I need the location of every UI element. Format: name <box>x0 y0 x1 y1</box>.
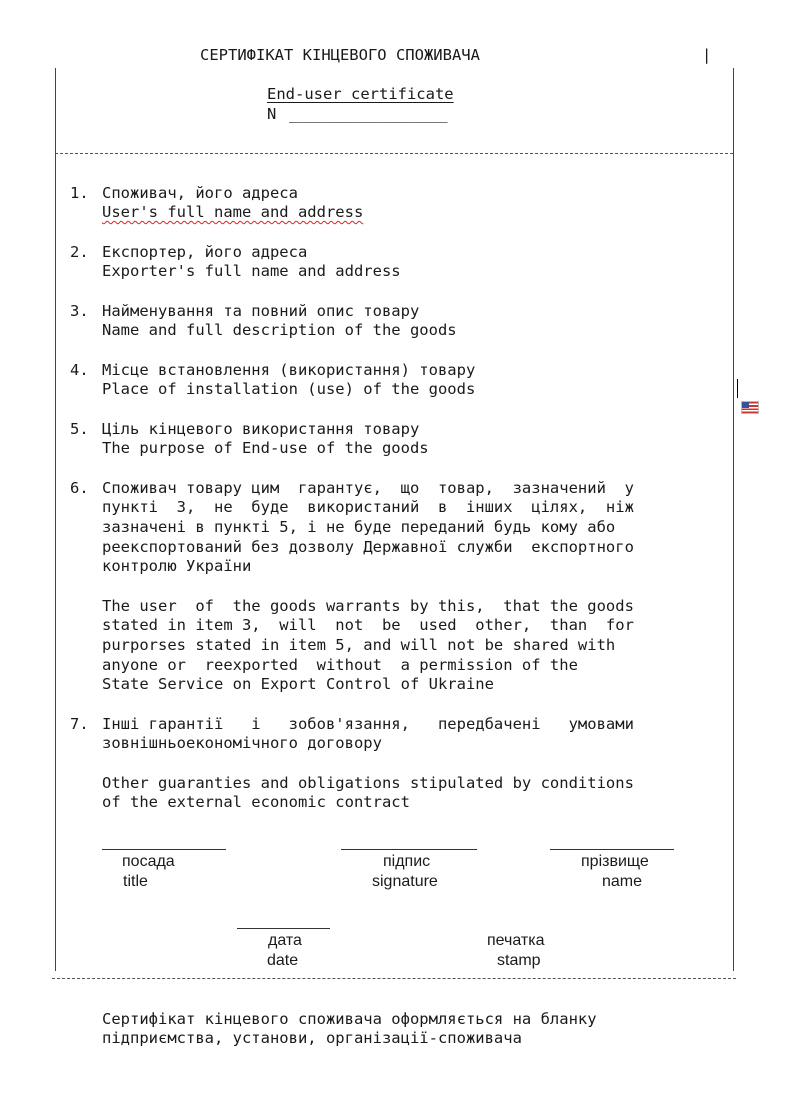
item-label-uk: Найменування та повний опис товару <box>102 302 420 320</box>
title-caption-en: title <box>123 873 148 890</box>
other-guarantees-uk-line: зовнішньоекономічного договору <box>102 734 382 752</box>
guarantee-text-en-line: The user of the goods warrants by this, that the goods <box>102 597 634 615</box>
other-guarantees-en-line: of the external economic contract <box>102 793 410 811</box>
certificate-number-label: N <box>267 105 277 123</box>
item-number: 6. <box>70 479 89 497</box>
stamp-caption-en: stamp <box>497 952 541 969</box>
title-signature-line <box>102 849 226 850</box>
name-signature-line <box>550 849 674 850</box>
item-number: 4. <box>70 361 89 379</box>
frame-left-border <box>55 68 56 971</box>
guarantee-text-uk-line: зазначені в пункті 5, і не буде переданий будь кому або <box>102 518 616 536</box>
item-number: 2. <box>70 243 89 261</box>
guarantee-text-en-line: stated in item 3, will not be used other, than for <box>102 616 634 634</box>
date-caption-en: date <box>267 952 299 969</box>
item-label-en: Name and full description of the goods <box>102 321 457 339</box>
header-right-pipe: | <box>702 46 712 64</box>
item-label-uk: Споживач, його адреса <box>102 184 298 202</box>
item-number: 3. <box>70 302 89 320</box>
name-caption-en: name <box>602 873 643 890</box>
item-number: 7. <box>70 715 89 733</box>
item-label-uk: Місце встановлення (використання) товару <box>102 361 476 379</box>
guarantee-text-uk-line: реекспортований без дозволу Державної служби експортного <box>102 538 634 556</box>
header-separator <box>55 153 733 154</box>
signature-line <box>341 849 477 850</box>
guarantee-text-en-line: State Service on Export Control of Ukraine <box>102 675 494 693</box>
name-caption-uk: прізвище <box>581 853 649 870</box>
item-label-en: Exporter's full name and address <box>102 262 401 280</box>
signature-caption-en: signature <box>372 873 438 890</box>
item-label-en: Place of installation (use) of the goods <box>102 380 476 398</box>
guarantee-text-en-line: anyone or reexported without a permission of the <box>102 656 578 674</box>
footer-note-line: підприємства, установи, організації-споживача <box>102 1029 522 1047</box>
item-label-uk: Експортер, його адреса <box>102 243 308 261</box>
frame-right-border <box>733 68 734 971</box>
certificate-number-blank: _________________ <box>289 105 448 123</box>
us-flag-icon[interactable] <box>741 401 759 414</box>
stamp-caption-uk: печатка <box>487 932 545 949</box>
guarantee-text-uk-line: контролю України <box>102 557 252 575</box>
text-caret-icon <box>737 379 738 398</box>
item-label-en: User's full name and address <box>102 203 364 221</box>
footer-note-line: Сертифікат кінцевого споживача оформляється на бланку <box>102 1010 597 1028</box>
title-caption-uk: посада <box>122 853 175 870</box>
guarantee-text-uk-line: пункті 3, не буде використаний в інших цілях, ніж <box>102 498 634 516</box>
guarantee-text-uk-line: Споживач товару цим гарантує, що товар, зазначений у <box>102 479 634 497</box>
guarantee-text-en-line: purporses stated in item 5, and will not be shared with <box>102 636 616 654</box>
date-caption-uk: дата <box>268 932 302 949</box>
bottom-separator <box>52 978 736 979</box>
other-guarantees-uk-line: Інші гарантії і зобов'язання, передбачені умовами <box>102 715 634 733</box>
other-guarantees-en-line: Other guaranties and obligations stipulated by conditions <box>102 774 634 792</box>
certificate-title-uk: СЕРТИФІКАТ КІНЦЕВОГО СПОЖИВАЧА <box>200 46 480 64</box>
date-line <box>237 928 330 929</box>
item-label-uk: Ціль кінцевого використання товару <box>102 420 420 438</box>
item-label-en: The purpose of End-use of the goods <box>102 439 429 457</box>
item-number: 5. <box>70 420 89 438</box>
certificate-title-en: End-user certificate <box>267 85 454 103</box>
signature-caption-uk: підпис <box>383 853 431 870</box>
item-number: 1. <box>70 184 89 202</box>
